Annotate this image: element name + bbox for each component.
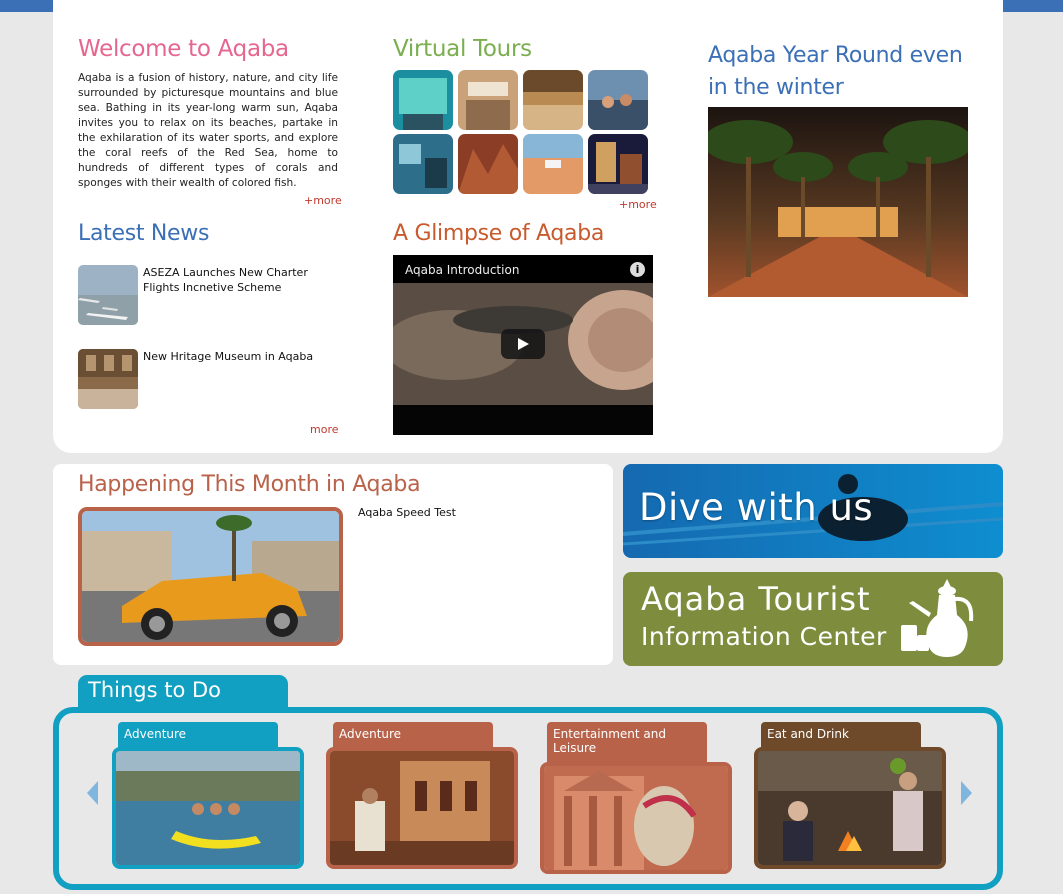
happening-panel xyxy=(53,464,613,665)
news-item[interactable] xyxy=(78,265,348,327)
virtual-tour-thumbnail[interactable] xyxy=(393,134,453,194)
card-photo[interactable] xyxy=(326,747,518,869)
virtual-tour-thumbnail[interactable] xyxy=(588,70,648,130)
video-player[interactable] xyxy=(393,255,653,435)
happening-title: Happening This Month in Aqaba xyxy=(78,472,421,497)
year-round-title: Aqaba Year Round even in the winter xyxy=(708,43,963,100)
carousel-prev-icon[interactable] xyxy=(86,780,100,806)
card-category-tab[interactable]: Adventure xyxy=(333,722,493,752)
play-icon[interactable] xyxy=(501,329,545,359)
news-thumbnail[interactable] xyxy=(78,265,138,325)
news-thumbnail[interactable] xyxy=(78,349,138,409)
latest-news-title: Latest News xyxy=(78,221,210,246)
carousel-next-icon[interactable] xyxy=(959,780,973,806)
virtual-tour-thumbnail[interactable] xyxy=(523,70,583,130)
info-center-banner[interactable] xyxy=(623,572,1003,666)
event-photo[interactable] xyxy=(78,507,343,646)
dive-banner-text: Dive with us xyxy=(639,486,874,529)
info-icon[interactable]: i xyxy=(630,262,645,277)
virtual-tours-title: Virtual Tours xyxy=(393,36,532,62)
things-to-do-title: Things to Do xyxy=(88,678,222,702)
card-photo[interactable] xyxy=(112,747,304,869)
glimpse-title: A Glimpse of Aqaba xyxy=(393,221,605,246)
info-center-line1: Aqaba Tourist xyxy=(641,580,871,618)
card-category-tab[interactable]: Eat and Drink xyxy=(761,722,921,752)
card-photo[interactable] xyxy=(540,762,732,874)
virtual-tour-thumbnail[interactable] xyxy=(393,70,453,130)
video-title: Aqaba Introduction xyxy=(405,263,520,277)
virtual-tours-more-link[interactable]: +more xyxy=(619,198,657,211)
news-item[interactable] xyxy=(78,349,348,411)
card-photo[interactable] xyxy=(754,747,946,869)
virtual-tour-thumbnail[interactable] xyxy=(523,134,583,194)
things-to-do-tab[interactable] xyxy=(78,675,288,711)
welcome-more-link[interactable]: +more xyxy=(304,194,342,207)
main-content-panel xyxy=(53,0,1003,453)
news-headline[interactable]: New Hritage Museum in Aqaba xyxy=(143,350,314,363)
top-bar-left xyxy=(0,0,53,12)
info-center-line2: Information Center xyxy=(641,622,887,651)
coffee-pot-icon xyxy=(895,577,995,666)
top-bar-right xyxy=(1003,0,1063,12)
event-title[interactable]: Aqaba Speed Test xyxy=(358,506,456,519)
dive-banner[interactable] xyxy=(623,464,1003,558)
year-round-image[interactable] xyxy=(708,107,968,297)
news-more-link[interactable]: more xyxy=(310,423,339,436)
welcome-title: Welcome to Aqaba xyxy=(78,36,289,62)
virtual-tour-thumbnail[interactable] xyxy=(458,70,518,130)
card-category-tab[interactable]: Entertainment and Leisure xyxy=(547,722,707,764)
news-headline[interactable]: ASEZA Launches New Charter Flights Incnetive Scheme xyxy=(143,266,308,294)
virtual-tour-thumbnail[interactable] xyxy=(458,134,518,194)
card-category-tab[interactable]: Adventure xyxy=(118,722,278,752)
virtual-tour-thumbnail[interactable] xyxy=(588,134,648,194)
welcome-text: Aqaba is a fusion of history, nature, and city life surrounded by picturesque mountains and blue sea. Bathing in its year-long warm sun, Aqaba invites you to relax on its beaches, partake in the exhilaration of its water sports, and explore the coral reefs of the Red Sea, home to hundreds of different types of corals and sponges with their wealth of colored fish. xyxy=(78,72,338,189)
